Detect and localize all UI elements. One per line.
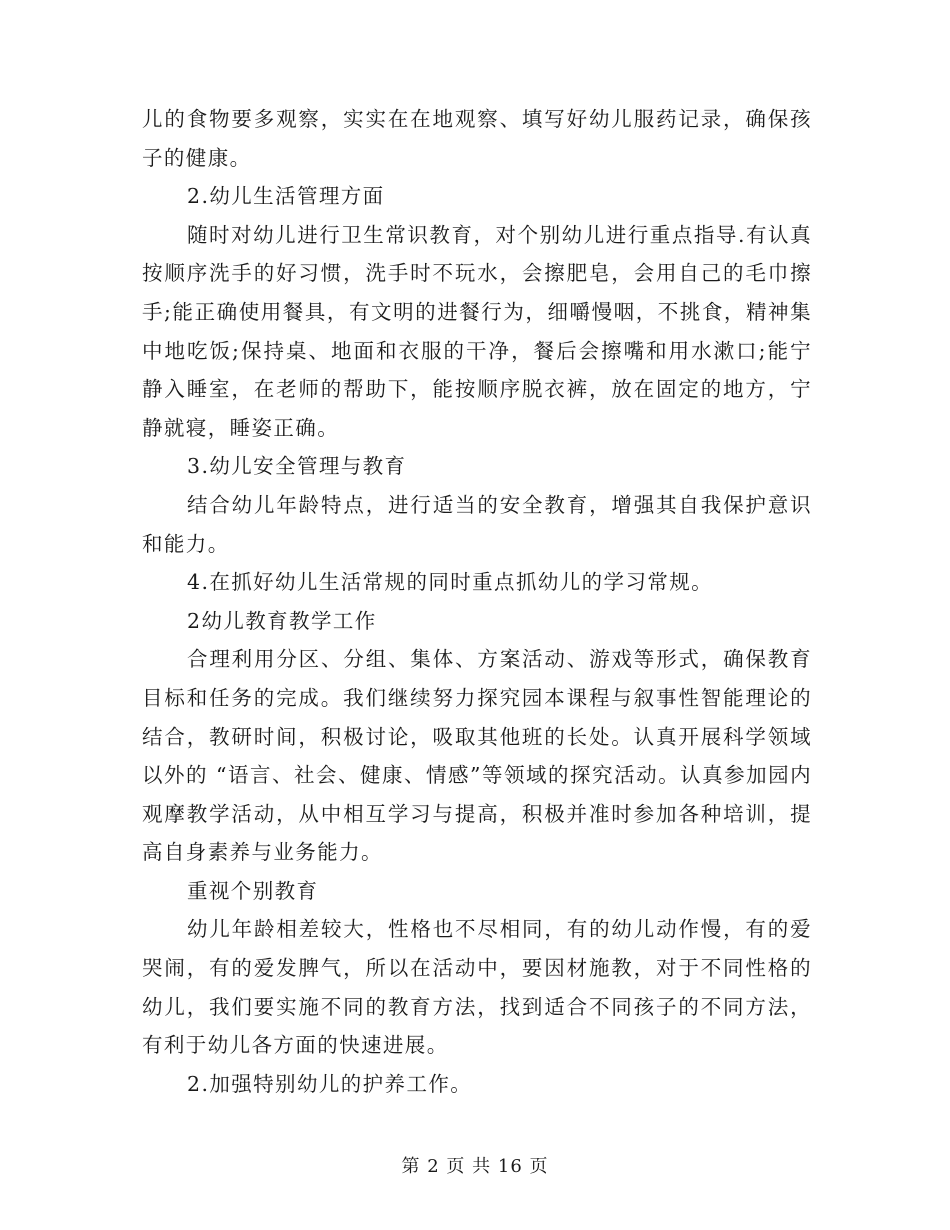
footer-page-number: 2 (427, 1156, 440, 1177)
heading-life-management: 2.幼儿生活管理方面 (187, 184, 385, 209)
document-body (142, 100, 812, 1103)
heading-teaching-work: 2幼儿教育教学工作 (187, 608, 377, 633)
paragraph-hygiene-education: 随时对幼儿进行卫生常识教育，对个别幼儿进行重点指导.有认真按顺序洗手的好习惯，洗手时不玩水，会擦肥皂，会用自己的毛巾擦手;能正确使用餐具，有文明的进餐行为，细嚼慢咽，不挑食，精神集中地吃饭;保持桌、地面和衣服的干净，餐后会擦嘴和用水漱口;能宁静入睡室，在老师的帮助下，能按顺序脱衣裤，放在固定的地方，宁静就寝，睡姿正确。 (142, 222, 812, 440)
paragraph-teaching-activities: 合理利用分区、分组、集体、方案活动、游戏等形式，确保教育目标和任务的完成。我们继续努力探究园本课程与叙事性智能理论的结合，教研时间，积极讨论，吸取其他班的长处。认真开展科学领域以外的 “语言、社会、健康、情感”等领域的探究活动。认真参加园内观摩教学活动，从中相互学习与提高，积极并准时参加各种培训，提高自身素养与业务能力。 (142, 647, 812, 865)
footer-middle: 页 共 (446, 1156, 492, 1177)
footer-total-pages: 16 (497, 1156, 523, 1177)
heading-individual-education: 重视个别教育 (187, 878, 319, 903)
paragraph-individual-education: 幼儿年龄相差较大，性格也不尽相同，有的幼儿动作慢，有的爱哭闹，有的爱发脾气，所以在活动中，要因材施教，对于不同性格的幼儿，我们要实施不同的教育方法，找到适合不同孩子的不同方法，有利于幼儿各方面的快速进展。 (142, 917, 812, 1058)
page-footer (0, 1152, 950, 1178)
heading-safety-management: 3.幼儿安全管理与教育 (187, 454, 407, 479)
heading-special-care: 2.加强特别幼儿的护养工作。 (187, 1071, 473, 1096)
footer-prefix: 第 (401, 1156, 421, 1177)
footer-suffix: 页 (529, 1156, 549, 1177)
paragraph-learning-routine: 4.在抓好幼儿生活常规的同时重点抓幼儿的学习常规。 (187, 570, 714, 595)
paragraph-safety-education: 结合幼儿年龄特点，进行适当的安全教育，增强其自我保护意识和能力。 (142, 492, 812, 556)
paragraph-food-observation: 儿的食物要多观察，实实在在地观察、填写好幼儿服药记录，确保孩子的健康。 (142, 107, 812, 170)
